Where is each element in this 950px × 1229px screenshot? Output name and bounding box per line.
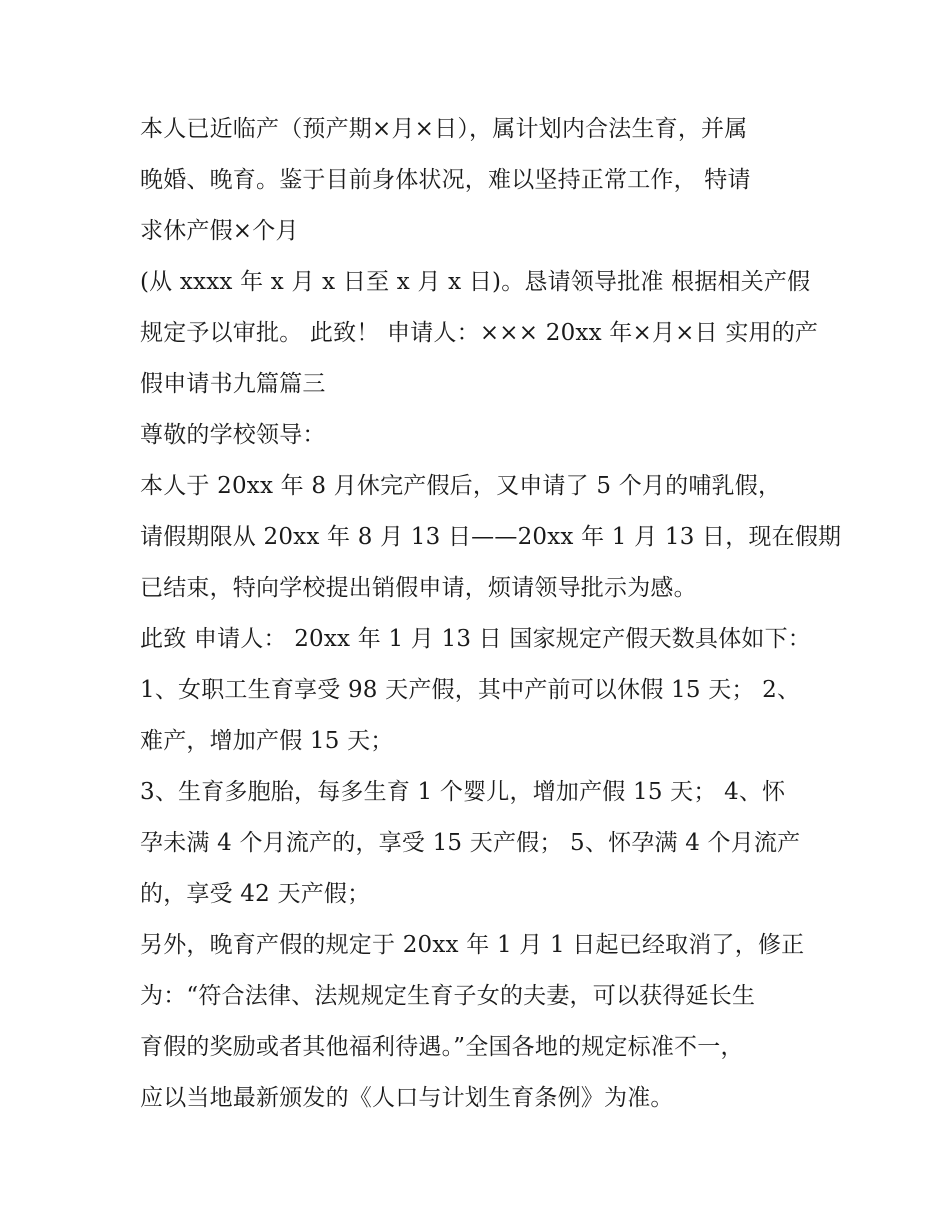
text-line: 本人已近临产（预产期×月×日），属计划内合法生育，并属 (140, 116, 748, 142)
text-line: 3、生育多胞胎，每多生育 1 个婴儿，增加产假 15 天； 4、怀 (140, 779, 786, 805)
text-line: 规定予以审批。 此致！ 申请人：××× 20xx 年×月×日 实用的产 (140, 320, 819, 346)
text-line: 本人于 20xx 年 8 月休完产假后，又申请了 5 个月的哺乳假， (140, 473, 782, 499)
text-line: (从 xxxx 年 x 月 x 日至 x 月 x 日)。恳请领导批准 根据相关产假 (140, 269, 811, 295)
text-line: 的，享受 42 天产假； (140, 881, 371, 907)
text-line: 育假的奖励或者其他福利待遇。”全国各地的规定标准不一， (140, 1034, 744, 1060)
text-line: 此致 申请人： 20xx 年 1 月 13 日 国家规定产假天数具体如下： (140, 626, 811, 652)
document-body (140, 104, 842, 1124)
text-line: 已结束，特向学校提出销假申请，烦请领导批示为感。 (140, 575, 697, 601)
text-line: 应以当地最新颁发的《人口与计划生育条例》为准。 (140, 1085, 674, 1111)
text-line: 请假期限从 20xx 年 8 月 13 日——20xx 年 1 月 13 日，现在假期 (140, 524, 842, 550)
text-line: 难产，增加产假 15 天； (140, 728, 394, 754)
text-line: 求休产假×个月 (140, 218, 299, 244)
salutation: 尊敬的学校领导： (140, 422, 326, 448)
text-line: 另外，晚育产假的规定于 20xx 年 1 月 1 日起已经取消了，修正 (140, 932, 805, 958)
text-line: 为：“符合法律、法规规定生育子女的夫妻，可以获得延长生 (140, 983, 756, 1009)
text-line: 孕未满 4 个月流产的，享受 15 天产假； 5、怀孕满 4 个月流产 (140, 830, 801, 856)
text-line: 晚婚、晚育。鉴于目前身体状况，难以坚持正常工作， 特请 (140, 167, 751, 193)
section-heading: 假申请书九篇篇三 (140, 371, 326, 397)
text-line: 1、女职工生育享受 98 天产假，其中产前可以休假 15 天； 2、 (140, 677, 801, 703)
